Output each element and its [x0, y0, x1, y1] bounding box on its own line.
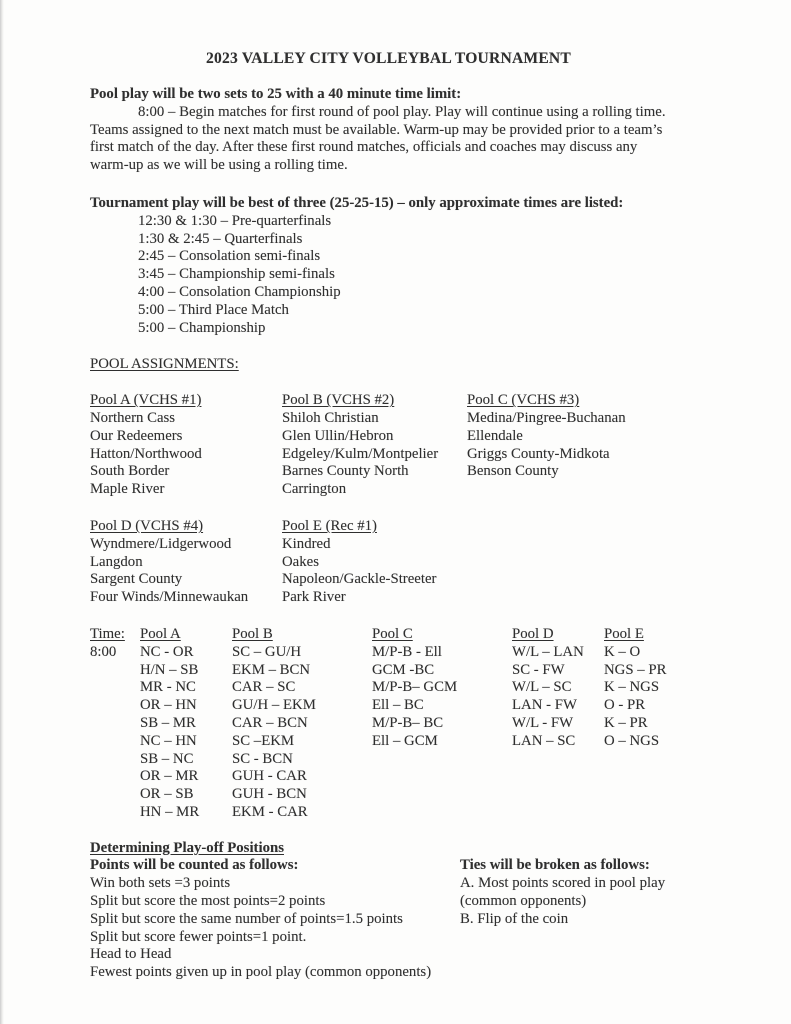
match-pairing: Ell – GCM — [372, 732, 438, 749]
match-pairing: H/N – SB — [140, 661, 199, 678]
tournament-times-list — [90, 213, 729, 338]
match-pairing: SC –EKM — [232, 732, 295, 749]
scan-edge-shadow — [0, 0, 4, 1024]
pool-e-teams — [282, 536, 467, 607]
schedule-pool-e-header: Pool E — [604, 625, 644, 642]
schedule-pool-e-matches — [604, 644, 729, 751]
match-pairing: GUH - CAR — [232, 768, 307, 785]
intro-line: Teams assigned to the next match must be available. Warm-up may be provided prior to a team’s — [90, 121, 663, 138]
pool-b-assignment — [282, 392, 467, 499]
pool-a-teams — [90, 410, 282, 499]
pool-play-heading: Pool play will be two sets to 25 with a 40 minute time limit: — [90, 86, 462, 102]
team-name: Shiloh Christian — [282, 409, 379, 426]
team-name: Hatton/Northwood — [90, 445, 202, 462]
match-pairing: EKM - CAR — [232, 803, 308, 820]
schedule-pool-a-header: Pool A — [140, 625, 181, 642]
match-pairing: GCM -BC — [372, 661, 435, 678]
tournament-section — [90, 195, 729, 337]
tournament-time-item: 3:45 – Championship semi-finals — [138, 266, 335, 283]
schedule-pool-d-column — [512, 626, 604, 822]
schedule-pool-c-header: Pool C — [372, 625, 413, 642]
match-pairing: LAN - FW — [512, 697, 577, 714]
match-pairing: M/P-B - Ell — [372, 643, 442, 660]
match-pairing: NC - OR — [140, 643, 194, 660]
points-rules-list — [90, 875, 460, 982]
pool-a-assignment — [90, 392, 282, 499]
match-pairing: SB – MR — [140, 714, 196, 731]
team-name: Langdon — [90, 553, 143, 570]
intro-line: warm-up as we will be using a rolling time. — [90, 157, 348, 174]
team-name: Maple River — [90, 481, 165, 498]
match-pairing: HN – MR — [140, 803, 200, 820]
match-pairing: GUH - BCN — [232, 786, 307, 803]
playoff-heading: Determining Play-off Positions — [90, 839, 284, 856]
match-pairing: CAR – BCN — [232, 714, 308, 731]
team-name: South Border — [90, 463, 170, 480]
schedule-pool-a-matches — [140, 644, 232, 822]
ties-rule: A. Most points scored in pool play — [460, 875, 666, 892]
ties-column — [460, 857, 729, 982]
points-rule: Split but score the most points=2 points — [90, 893, 326, 910]
ties-rule: (common opponents) — [460, 893, 587, 910]
document-content — [90, 86, 729, 982]
schedule-pool-d-matches — [512, 644, 604, 751]
team-name: Glen Ullin/Hebron — [282, 427, 394, 444]
tournament-time-item: 12:30 & 1:30 – Pre-quarterfinals — [138, 212, 332, 229]
match-pairing: K – O — [604, 643, 641, 660]
pool-c-header: Pool C (VCHS #3) — [467, 392, 580, 409]
match-pairing: OR – SB — [140, 786, 194, 803]
match-pairing: W/L - FW — [512, 714, 574, 731]
match-pairing: SC – GU/H — [232, 643, 302, 660]
match-pairing: MR - NC — [140, 679, 196, 696]
team-name: Northern Cass — [90, 409, 176, 426]
points-column — [90, 857, 460, 982]
match-pairing: M/P-B– GCM — [372, 679, 458, 696]
points-rule: Split but score the same number of points=1.5 points — [90, 910, 403, 927]
team-name: Medina/Pingree-Buchanan — [467, 409, 626, 426]
pool-e-header: Pool E (Rec #1) — [282, 517, 377, 534]
team-name: Barnes County North — [282, 463, 409, 480]
team-name: Napoleon/Gackle-Streeter — [282, 571, 437, 588]
team-name: Four Winds/Minnewaukan — [90, 589, 249, 606]
schedule-time-column — [90, 626, 140, 822]
match-pairing: Ell – BC — [372, 697, 424, 714]
points-heading: Points will be counted as follows: — [90, 857, 299, 874]
schedule-time-label: Time: — [90, 625, 125, 642]
tournament-heading: Tournament play will be best of three (25-25-15) – only approximate times are listed: — [90, 194, 624, 211]
match-pairing: O – NGS — [604, 732, 660, 749]
match-pairing: SB – NC — [140, 750, 194, 767]
intro-line: first match of the day. After these first round matches, officials and coaches may discuss any — [90, 139, 638, 156]
points-rule: Win both sets =3 points — [90, 875, 231, 892]
points-rule: Fewest points given up in pool play (common opponents) — [90, 964, 432, 981]
team-name: Ellendale — [467, 427, 523, 444]
playoff-section — [90, 840, 729, 982]
schedule-pool-d-header: Pool D — [512, 625, 554, 642]
pool-play-section — [90, 86, 729, 175]
match-pairing: LAN – SC — [512, 732, 576, 749]
team-name: Park River — [282, 589, 346, 606]
team-name: Kindred — [282, 535, 331, 552]
pool-c-assignment — [467, 392, 729, 499]
points-rule: Head to Head — [90, 946, 172, 963]
team-name: Sargent County — [90, 571, 183, 588]
schedule-pool-b-matches — [232, 644, 372, 822]
match-pairing: NC – HN — [140, 732, 197, 749]
match-pairing: EKM – BCN — [232, 661, 311, 678]
pools-row-1 — [90, 392, 729, 499]
match-pairing: OR – HN — [140, 697, 197, 714]
tournament-time-item: 5:00 – Championship — [138, 319, 266, 336]
schedule-pool-b-column — [232, 626, 372, 822]
schedule-pool-a-column — [140, 626, 232, 822]
team-name: Benson County — [467, 463, 559, 480]
tournament-time-item: 2:45 – Consolation semi-finals — [138, 248, 321, 265]
match-pairing: M/P-B– BC — [372, 714, 444, 731]
schedule-pool-e-column — [604, 626, 729, 822]
pool-c-teams — [467, 410, 729, 481]
pool-d-assignment — [90, 518, 282, 607]
points-rule: Split but score fewer points=1 point. — [90, 928, 307, 945]
tournament-time-item: 1:30 & 2:45 – Quarterfinals — [138, 230, 303, 247]
tournament-time-item: 5:00 – Third Place Match — [138, 301, 289, 318]
match-pairing: O - PR — [604, 697, 646, 714]
match-pairing: W/L – LAN — [512, 643, 584, 660]
intro-line: 8:00 – Begin matches for first round of pool play. Play will continue using a rolling time. — [138, 103, 666, 120]
match-pairing: K – PR — [604, 714, 648, 731]
team-name: Griggs County-Midkota — [467, 445, 610, 462]
ties-rule: B. Flip of the coin — [460, 910, 569, 927]
pool-a-header: Pool A (VCHS #1) — [90, 392, 202, 409]
match-pairing: SC - BCN — [232, 750, 293, 767]
pool-e-assignment — [282, 518, 467, 607]
team-name: Oakes — [282, 553, 319, 570]
schedule-time-value: 8:00 — [90, 643, 117, 660]
pool-b-header: Pool B (VCHS #2) — [282, 392, 395, 409]
match-pairing: W/L – SC — [512, 679, 572, 696]
schedule-pool-b-header: Pool B — [232, 625, 273, 642]
pools-row-2 — [90, 518, 729, 607]
pool-assignments-heading: POOL ASSIGNMENTS: — [90, 356, 239, 373]
match-pairing: OR – MR — [140, 768, 199, 785]
schedule-pool-c-column — [372, 626, 512, 822]
tournament-time-item: 4:00 – Consolation Championship — [138, 283, 341, 300]
ties-heading: Ties will be broken as follows: — [460, 857, 650, 874]
pool-b-teams — [282, 410, 467, 499]
team-name: Our Redeemers — [90, 427, 183, 444]
team-name: Wyndmere/Lidgerwood — [90, 535, 232, 552]
pool-d-header: Pool D (VCHS #4) — [90, 517, 204, 534]
ties-rules-list — [460, 875, 729, 928]
document-title: 2023 VALLEY CITY VOLLEYBAL TOURNAMENT — [206, 50, 571, 67]
schedule-pool-c-matches — [372, 644, 512, 751]
schedule-table — [90, 626, 729, 822]
playoff-columns — [90, 857, 729, 982]
match-pairing: K – NGS — [604, 679, 660, 696]
team-name: Edgeley/Kulm/Montpelier — [282, 445, 439, 462]
match-pairing: SC - FW — [512, 661, 565, 678]
pool-d-teams — [90, 536, 282, 607]
match-pairing: CAR – SC — [232, 679, 296, 696]
team-name: Carrington — [282, 481, 347, 498]
match-pairing: GU/H – EKM — [232, 697, 316, 714]
match-pairing: NGS – PR — [604, 661, 667, 678]
